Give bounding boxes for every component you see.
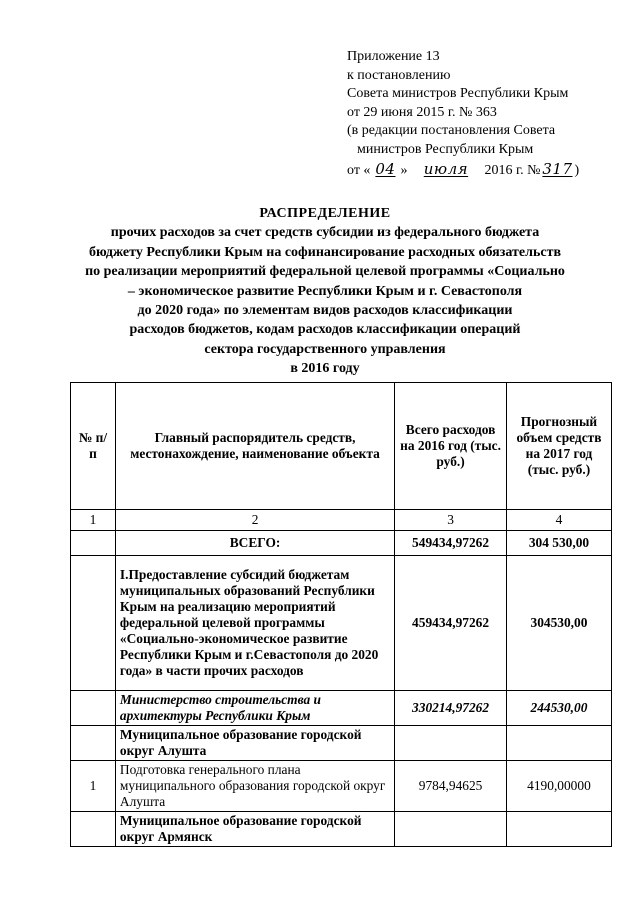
col-number: 2 <box>115 510 394 531</box>
title-line: до 2020 года» по элементам видов расходов классификации <box>137 303 513 319</box>
cell-empty <box>71 556 116 691</box>
cell-empty <box>71 812 116 847</box>
appendix-line: (в редакции постановления Совета <box>347 123 556 139</box>
table-row-total <box>71 531 612 556</box>
col-number: 3 <box>395 510 507 531</box>
section-2016: 459434,97262 <box>395 556 507 691</box>
date-mid: » <box>400 162 408 178</box>
item-2017: 4190,00000 <box>506 761 611 812</box>
header-forecast-2017: Прогнозный объем средств на 2017 год (тыс. руб.) <box>506 383 611 510</box>
municipality-label: Муниципальное образование городской округ Армянск <box>115 812 394 847</box>
title-line: сектора государственного управления <box>204 341 446 357</box>
cell-empty <box>71 531 116 556</box>
handwritten-number: 317 <box>542 159 573 178</box>
appendix-line: Приложение 13 <box>347 49 440 64</box>
appendix-line: министров Республики Крым <box>357 141 534 157</box>
cell-empty <box>506 812 611 847</box>
appendix-line: Совета министров Республики Крым <box>347 86 569 102</box>
table-row-item <box>71 761 612 812</box>
title-line: прочих расходов за счет средств субсидии из федерального бюджета <box>110 225 540 241</box>
title-line: по реализации мероприятий федеральной целевой программы «Социально <box>85 264 565 280</box>
section-2017: 304530,00 <box>506 556 611 691</box>
date-year: 2016 г. № <box>484 162 541 178</box>
title-main: РАСПРЕДЕЛЕНИЕ <box>259 206 391 221</box>
title-line: в 2016 году <box>290 361 360 377</box>
handwritten-day: 04 <box>375 159 396 178</box>
header-total-2016: Всего расходов на 2016 год (тыс. руб.) <box>395 383 507 510</box>
municipality-label: Муниципальное образование городской округ Алушта <box>115 726 394 761</box>
header-recipient: Главный распорядитель средств, местонахождение, наименование объекта <box>115 383 394 510</box>
document-title <box>40 204 610 379</box>
ministry-2017: 244530,00 <box>506 691 611 726</box>
table-header-row <box>71 383 612 510</box>
col-number: 1 <box>71 510 116 531</box>
title-line: – экономическое развитие Республики Крым и г. Севастополя <box>127 283 523 299</box>
item-num: 1 <box>71 761 116 812</box>
table-row-municipality <box>71 726 612 761</box>
cell-empty <box>395 726 507 761</box>
appendix-block <box>347 48 579 180</box>
date-suffix: ) <box>574 162 580 178</box>
header-num: № п/п <box>71 383 116 510</box>
appendix-line: к постановлению <box>347 67 451 83</box>
table-row-ministry <box>71 691 612 726</box>
total-label: ВСЕГО: <box>115 531 394 556</box>
title-line: бюджету Республики Крым на софинансирование расходных обязательств <box>88 244 562 260</box>
title-line: расходов бюджетов, кодам расходов классификации операций <box>129 322 521 338</box>
cell-empty <box>506 726 611 761</box>
table-row-municipality <box>71 812 612 847</box>
cell-empty <box>395 812 507 847</box>
handwritten-month: июля <box>423 159 469 178</box>
cell-empty <box>71 726 116 761</box>
section-label: I.Предоставление субсидий бюджетам муниципальных образований Республики Крым на реализацию мероприятий федеральной целевой программы «Социально-экономическое развитие Республики Крым и г.Севастополя до 2020 года» в части прочих расходов <box>115 556 394 691</box>
item-2016: 9784,94625 <box>395 761 507 812</box>
cell-empty <box>71 691 116 726</box>
total-2016: 549434,97262 <box>395 531 507 556</box>
col-number: 4 <box>506 510 611 531</box>
total-2017: 304 530,00 <box>506 531 611 556</box>
appendix-date-line <box>347 160 579 181</box>
column-number-row <box>71 510 612 531</box>
appendix-line: от 29 июня 2015 г. № 363 <box>347 104 497 120</box>
table-row-section <box>71 556 612 691</box>
ministry-2016: 330214,97262 <box>395 691 507 726</box>
date-prefix: от « <box>347 162 371 178</box>
item-label: Подготовка генерального плана муниципального образования городской округ Алушта <box>115 761 394 812</box>
ministry-label: Министерство строительства и архитектуры Республики Крым <box>115 691 394 726</box>
distribution-table <box>70 382 612 847</box>
